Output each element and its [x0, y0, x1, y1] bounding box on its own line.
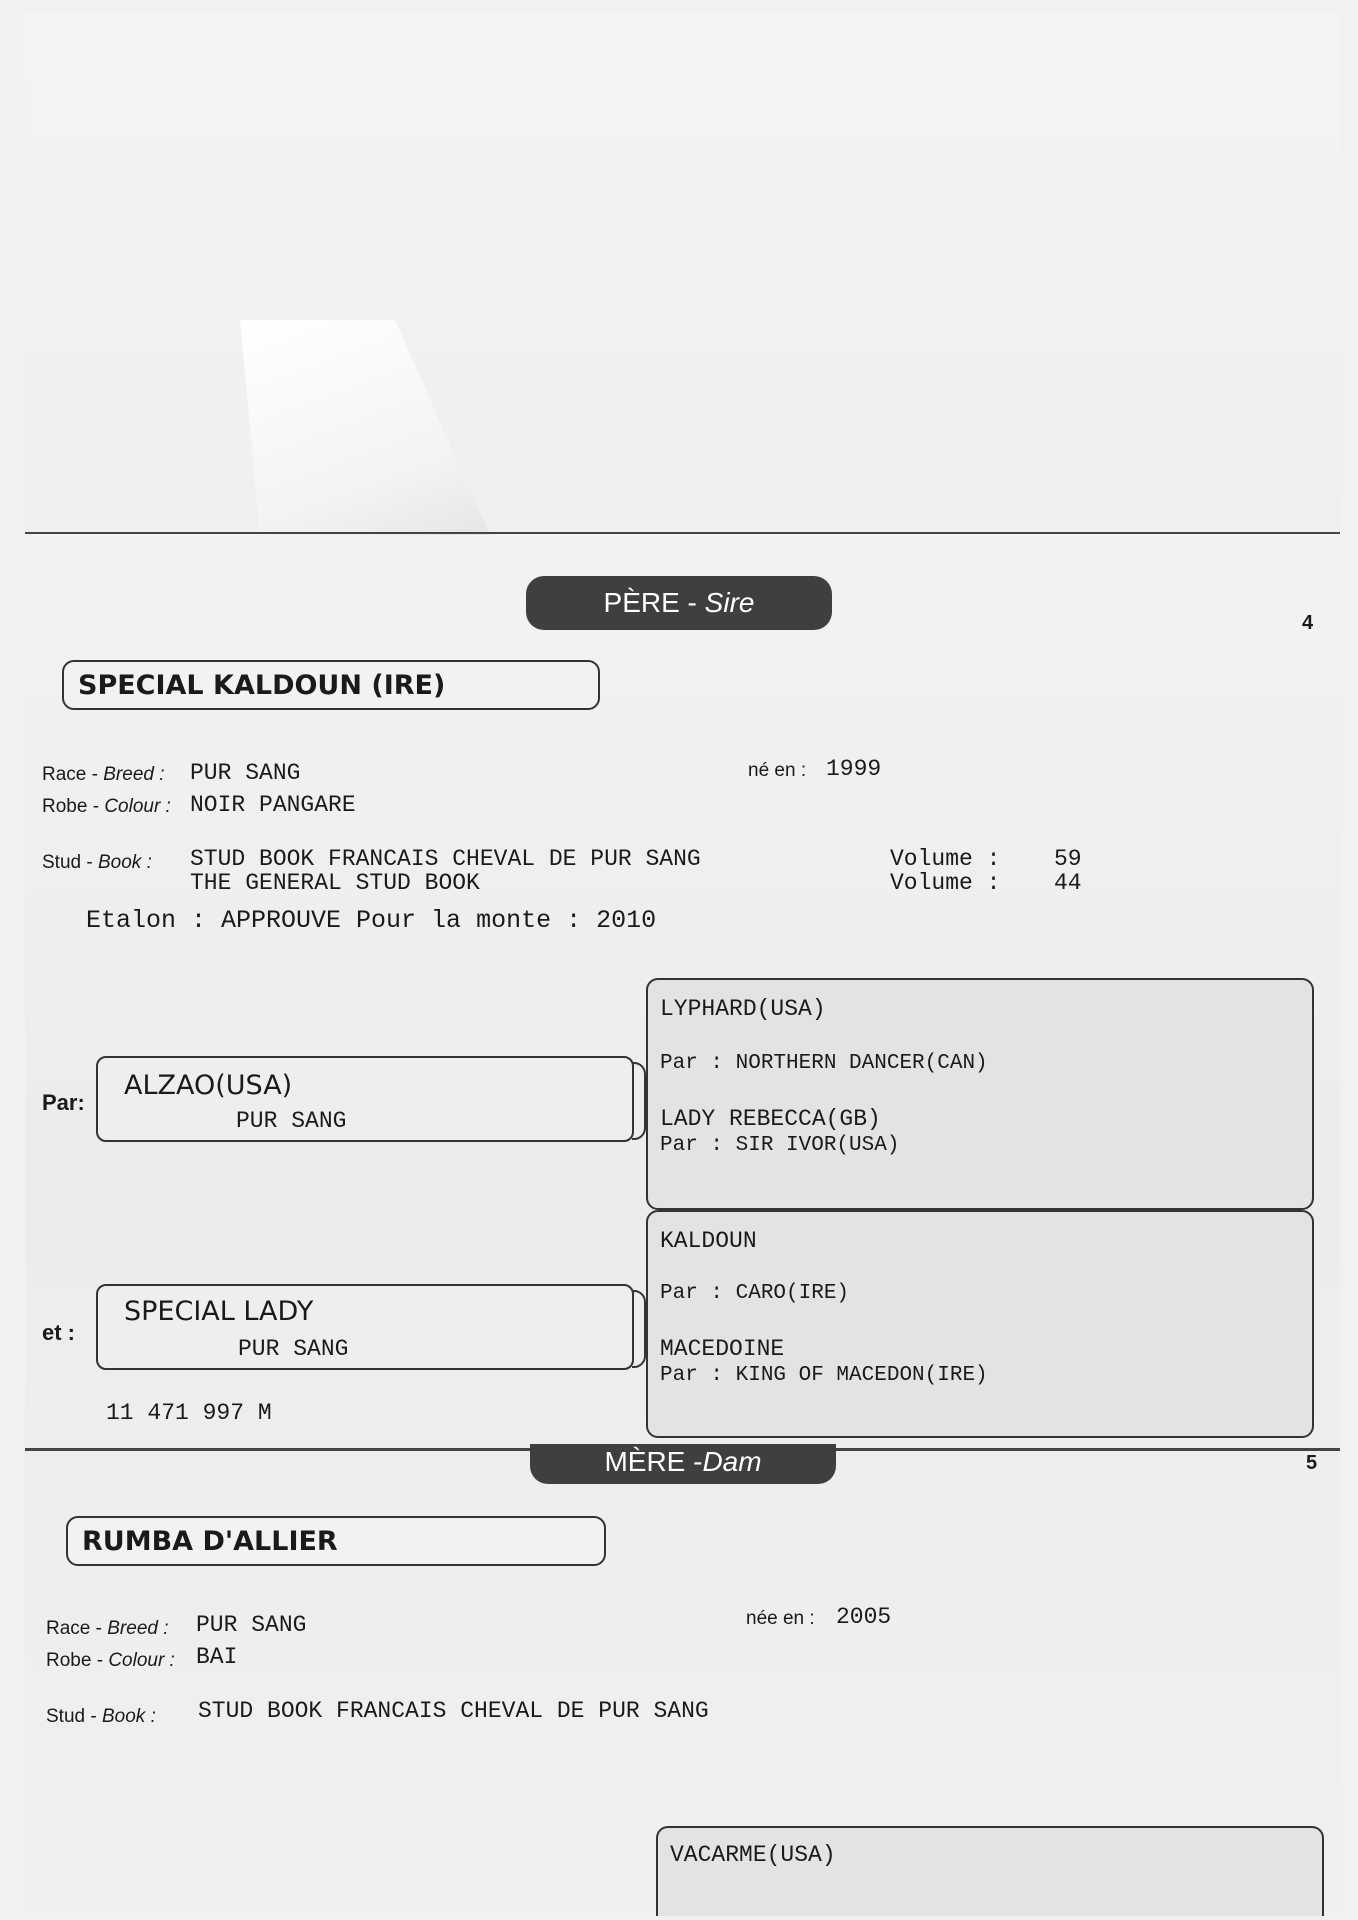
- sire-born-value: 1999: [826, 756, 882, 782]
- dam-header-text: MÈRE -: [604, 1446, 703, 1477]
- sire-breed-value: PUR SANG: [190, 760, 301, 786]
- blank-upper-area: [25, 12, 1340, 532]
- sire-volume-2: 44: [1054, 870, 1082, 896]
- sire-header-text: PÈRE -: [603, 587, 705, 618]
- par-label: Par:: [42, 1090, 85, 1115]
- dam-name-box: RUMBA D'ALLIER: [66, 1516, 606, 1566]
- grand-sire-pedigree-box: [646, 978, 1314, 1210]
- sire-colour-label: Robe - Colour :: [42, 796, 171, 817]
- sire-header-italic: Sire: [704, 587, 755, 618]
- grand-sire-name: LYPHARD(USA): [660, 996, 826, 1022]
- sire-volume-label-2: Volume :: [890, 870, 1001, 896]
- mother-connector: [632, 1290, 646, 1368]
- dam-grand-sire-name: VACARME(USA): [670, 1842, 836, 1868]
- sire-studbook-2: THE GENERAL STUD BOOK: [190, 870, 480, 896]
- sire-breed-label: Race - Breed :: [42, 764, 165, 785]
- grand-dam-par: Par : KING OF MACEDON(IRE): [660, 1364, 988, 1387]
- grand-dam-pedigree-box: [646, 1210, 1314, 1438]
- dam-breed-value: PUR SANG: [196, 1612, 307, 1638]
- sire-header-pill: [526, 576, 832, 630]
- grand-sire-par: Par : NORTHERN DANCER(CAN): [660, 1052, 988, 1075]
- et-label: et :: [42, 1320, 75, 1345]
- mother-breed: PUR SANG: [238, 1336, 349, 1362]
- grand-dam-sire-name: KALDOUN: [660, 1228, 757, 1254]
- dam-studbook-value: STUD BOOK FRANCAIS CHEVAL DE PUR SANG: [198, 1698, 709, 1724]
- mother-name: SPECIAL LADY: [124, 1296, 314, 1327]
- dam-born-label: née en :: [746, 1608, 815, 1629]
- father-box: [96, 1056, 634, 1142]
- grand-dam-sire-par: Par : CARO(IRE): [660, 1282, 850, 1305]
- sire-colour-value: NOIR PANGARE: [190, 792, 356, 818]
- grand-dam-name: MACEDOINE: [660, 1336, 785, 1362]
- registration-number: 11 471 997 M: [106, 1400, 272, 1426]
- sire-volume-label-1: Volume :: [890, 846, 1001, 872]
- page-number-5: 5: [1306, 1452, 1318, 1474]
- sire-studbook-label: Stud - Book :: [42, 852, 152, 873]
- sire-born-label: né en :: [748, 760, 807, 781]
- dam-studbook-label: Stud - Book :: [46, 1706, 156, 1727]
- dam-breed-label: Race - Breed :: [46, 1618, 169, 1639]
- father-breed: PUR SANG: [236, 1108, 347, 1134]
- section-divider: [25, 532, 1340, 534]
- sire-volume-1: 59: [1054, 846, 1082, 872]
- etalon-approval-line: Etalon : APPROUVE Pour la monte : 2010: [86, 906, 657, 935]
- sire-studbook-1: STUD BOOK FRANCAIS CHEVAL DE PUR SANG: [190, 846, 701, 872]
- dam-colour-value: BAI: [196, 1644, 238, 1670]
- dam-header-italic: Dam: [702, 1446, 762, 1477]
- grand-sire-dam-par: Par : SIR IVOR(USA): [660, 1134, 900, 1157]
- sire-name-box: SPECIAL KALDOUN (IRE): [62, 660, 600, 710]
- father-name: ALZAO(USA): [124, 1070, 293, 1101]
- father-connector: [632, 1062, 646, 1140]
- page-number-4: 4: [1302, 612, 1314, 634]
- grand-sire-dam-name: LADY REBECCA(GB): [660, 1106, 881, 1132]
- dam-colour-label: Robe - Colour :: [46, 1650, 175, 1671]
- mother-box: [96, 1284, 634, 1370]
- dam-header-pill: [530, 1444, 836, 1484]
- dam-born-value: 2005: [836, 1604, 892, 1630]
- dam-pedigree-box: [656, 1826, 1324, 1916]
